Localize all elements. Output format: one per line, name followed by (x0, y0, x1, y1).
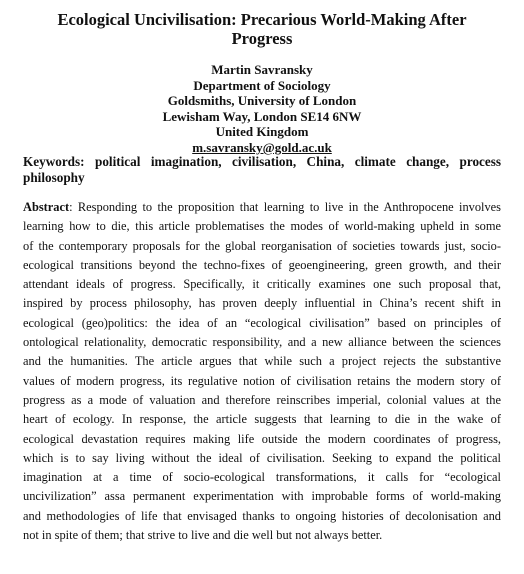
author-email-link[interactable]: m.savransky@gold.ac.uk (192, 139, 332, 155)
abstract-line: and the humanities. The article argues that while such a project rejects the substantive (23, 354, 501, 369)
abstract-line: imagination at a time of socio-ecological transformations, it calls for “ecological (23, 470, 501, 485)
abstract-line: ecological (geo)politics: the idea of an “ecological civilisation” based on principles of (23, 315, 501, 330)
author-department: Department of Sociology (193, 77, 331, 93)
abstract-line: inspired by process philosophy, has proven deeply influential in China’s recent shift in (23, 296, 501, 311)
author-block (20, 62, 504, 156)
abstract-line (23, 198, 501, 217)
abstract-line: of the contemporary proposals for the global reorganisation of societies towards just, socio- (23, 238, 501, 253)
paper-title-line: Progress (231, 29, 293, 48)
author-name: Martin Savransky (211, 62, 313, 77)
abstract-line: uncivilization” assa permanent experimentation with improbable forms of world-making (23, 489, 501, 504)
abstract-line: ontological relationality, democratic responsibility, and a new alliance between the sciences (23, 335, 501, 350)
author-address: Lewisham Way, London SE14 6NW (162, 108, 362, 124)
abstract-line: values of modern progress, its regulative notion of civilisation retains the modern story of (23, 373, 501, 388)
abstract-line: which is to say living without the ideal of civilisation. Seeking to expand the political (23, 450, 501, 465)
abstract (23, 198, 501, 545)
abstract-line: ecological devastation requires making life outside the modern coordinates of progress, (23, 431, 501, 446)
keywords-text: political imagination, civilisation, China, climate change, process philosophy (23, 154, 502, 185)
author-country: United Kingdom (215, 124, 309, 140)
author-institution: Goldsmiths, University of London (167, 93, 357, 109)
keywords-label: Keywords: (23, 154, 85, 169)
abstract-line: and methodologies of life that envisaged thanks to ongoing histories of decolonisation and (23, 508, 501, 523)
abstract-line: not in spite of them; that strive to live and die well but not always better. (23, 528, 383, 543)
abstract-line-text: : Responding to the proposition that learning to live in the Anthropocene involves (69, 200, 501, 214)
keywords (23, 154, 501, 186)
abstract-line: progress as a mode of valuation and therefore reinscribes imperial, colonial values at the (23, 392, 501, 407)
abstract-line: heart of ecology. In response, the article suggests that learning to die in the wake of (23, 412, 501, 427)
abstract-line: attendant ideals of progress. Specifically, it critically examines one such proposal that, (23, 277, 501, 292)
abstract-label: Abstract (23, 200, 70, 214)
abstract-line: learning how to die, this article problematises the modes of world-making upheld in some (23, 219, 501, 234)
paper-title-line: Ecological Uncivilisation: Precarious World-Making After (57, 10, 467, 29)
abstract-line: ecological transitions beyond the techno-fixes of geoengineering, green growth, and their (23, 257, 501, 272)
paper-title (20, 10, 504, 48)
